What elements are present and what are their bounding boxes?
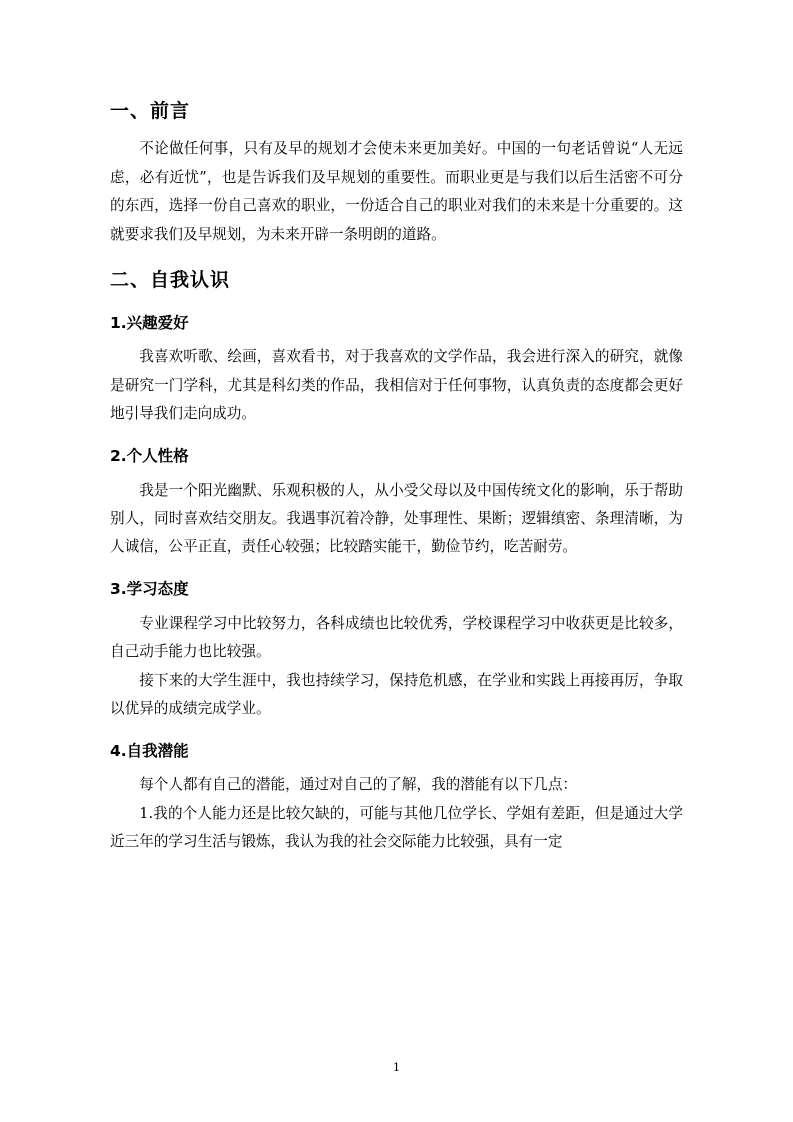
spacer (110, 429, 683, 444)
paragraph-personality-1: 我是一个阳光幽默、乐观积极的人，从小受父母以及中国传统文化的影响，乐于帮助别人，同时喜欢结交朋友。我遇事沉着冷静，处事理性、果断；逻辑缜密、条理清晰，为人诚信，公平正直，责任心较强；比较踏实能干，勤俭节约，吃苦耐劳。 (110, 481, 683, 556)
paragraph-interests-1: 我喜欢听歌、绘画，喜欢看书，对于我喜欢的文学作品，我会进行深入的研究，就像是研究一门学科，尤其是科幻类的作品，我相信对于任何事物，认真负责的态度都会更好地引导我们走向成功。 (110, 348, 683, 423)
spacer (110, 724, 683, 739)
paragraph-potential-2: 1.我的个人能力还是比较欠缺的，可能与其他几位学长、学姐有差距，但是通过大学近三年的学习生活与锻炼，我认为我的社会交际能力比较强，具有一定 (110, 804, 683, 851)
paragraph-potential-1: 每个人都有自己的潜能，通过对自己的了解，我的潜能有以下几点： (139, 776, 578, 794)
spacer (110, 335, 683, 343)
section-heading-self-awareness: 二、自我认识 (110, 269, 231, 292)
spacer (110, 126, 683, 135)
spacer (110, 249, 683, 265)
spacer (110, 763, 683, 771)
page-number: 1 (392, 1060, 401, 1074)
spacer (110, 562, 683, 577)
subsection-heading-interests: 1.兴趣爱好 (110, 313, 189, 332)
section-heading-preface: 一、前言 (110, 100, 191, 122)
spacer (110, 469, 683, 477)
document-content (110, 96, 683, 857)
paragraph-study-attitude-1: 专业课程学习中比较努力，各科成绩也比较优秀，学校课程学习中收获更是比较多，自己动手能力也比较强。 (110, 614, 683, 661)
paragraph-preface-1: 不论做任何事，只有及早的规划才会使未来更加美好。中国的一句老话曾说“人无远虑，必有近忧”，也是告诉我们及早规划的重要性。而职业更是与我们以后生活密不可分的东西，选择一份自己喜欢的职业，一份适合自己的职业对我们的未来是十分重要的。这就要求我们及早规划，为未来开辟一条明朗的道路。 (110, 140, 683, 243)
subsection-heading-study-attitude: 3.学习态度 (110, 579, 189, 598)
subsection-heading-potential: 4.自我潜能 (110, 741, 189, 760)
paragraph-study-attitude-2: 接下来的大学生涯中，我也持续学习，保持危机感，在学业和实践上再接再厉，争取以优异的成绩完成学业。 (110, 671, 683, 718)
spacer (110, 296, 683, 311)
spacer (110, 602, 683, 610)
subsection-heading-personality: 2.个人性格 (110, 446, 189, 465)
